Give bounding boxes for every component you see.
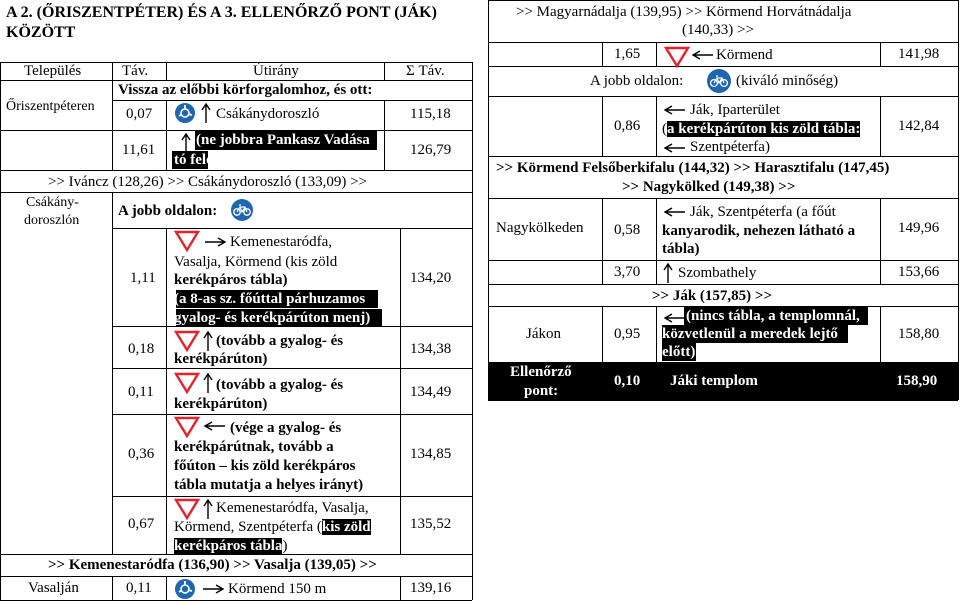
row10-dist: 0,67	[128, 516, 155, 532]
row10-sum: 135,52	[410, 516, 452, 532]
row8-line1: (tovább a gyalog- és	[216, 377, 344, 393]
arrow-right-icon	[204, 236, 226, 248]
arrow-left-icon	[692, 49, 714, 61]
header-distance: Táv.	[122, 63, 149, 79]
r6-line1: Ják, Szentpéterfa (a főút	[690, 204, 836, 220]
r6-dist: 0,58	[614, 222, 641, 238]
row6-note2: gyalog- és kerékpárúton menj)	[174, 310, 371, 326]
row7-line1: (tovább a gyalog- és	[216, 333, 344, 349]
arrow-up-icon	[662, 262, 674, 284]
r9-line1: (nincs tábla, a templomnál,	[686, 308, 860, 324]
place-csakanydoroszlo: Csákány-	[26, 195, 79, 210]
row6-dist: 1,11	[130, 270, 156, 286]
row7-dist: 0,18	[128, 341, 155, 357]
row1-instruction: Vissza az előbbi körforgalomhoz, és ott:	[118, 82, 373, 98]
r9-line2: közvetlenül a meredek lejtő	[662, 326, 838, 342]
r9-line3: előtt)	[662, 344, 696, 360]
route-segment-5: >> Ják (157,85) >>	[652, 288, 773, 304]
r2-direction: Körmend	[716, 47, 773, 63]
route-segment-3-cont: (140,33) >>	[682, 22, 754, 38]
row9-line1: (vége a gyalog- és	[230, 420, 342, 436]
r3-right-side: A jobb oldalon:	[590, 73, 684, 89]
row2-dist: 0,07	[126, 106, 153, 122]
roundabout-icon	[174, 578, 196, 600]
row3-dist: 11,61	[122, 142, 156, 158]
yield-sign-icon	[174, 330, 200, 352]
r6-line2: kanyarodik, nehezen látható a	[662, 223, 856, 239]
r4-line1: Ják, Iparterület	[690, 102, 780, 118]
r2-sum: 141,98	[898, 46, 940, 62]
arrow-left-icon	[664, 312, 686, 324]
route-segment-1: >> Iváncz (128,26) >> Csákánydoroszló (133,09) >>	[48, 174, 368, 190]
arrow-right-icon	[202, 583, 224, 595]
row3-sum: 126,79	[410, 142, 452, 158]
arrow-left-icon	[664, 142, 686, 154]
row9-line3: főúton – kis zöld kerékpáros	[174, 458, 356, 474]
row3-note-line1: (ne jobbra Pankasz Vadása	[196, 132, 370, 148]
place-vasalja: Vasalján	[28, 580, 79, 596]
yield-sign-icon	[174, 416, 200, 438]
row12-sum: 139,16	[410, 580, 452, 596]
row7-sum: 134,38	[410, 341, 452, 357]
row6-line3: kerékpáros tábla)	[174, 272, 288, 288]
yield-sign-icon	[174, 498, 200, 520]
arrow-up-icon	[202, 498, 214, 520]
route-segment-3: >> Magyarnádalja (139,95) >> Körmend Horvátnádalja	[516, 4, 852, 20]
r4-line2: (a kerékpárúton kis zöld tábla:	[662, 121, 861, 137]
row2-direction: Csákánydoroszló	[216, 106, 320, 122]
row8-dist: 0,11	[128, 384, 154, 400]
checkpoint-label: Ellenőrző	[510, 364, 572, 380]
route-segment-4-cont: >> Nagykölked (149,38) >>	[622, 179, 796, 195]
row7-line2: kerékpárúton)	[174, 351, 268, 367]
section-title-cont: KÖZÖTT	[6, 24, 76, 41]
route-segment-2: >> Kemenestaródfa (136,90) >> Vasalja (139,05) >>	[48, 557, 377, 573]
r10-dist: 0,10	[614, 373, 641, 389]
row5-right-side: A jobb oldalon:	[118, 203, 218, 219]
yield-sign-icon	[174, 372, 200, 394]
row10-line2: Körmend, Szentpéterfa (kis zöld	[174, 519, 371, 535]
row8-sum: 134,49	[410, 384, 452, 400]
arrow-left-icon	[204, 420, 226, 432]
header-direction: Útirány	[253, 63, 299, 79]
row9-line4: tábla mutatja a helyes irányt)	[174, 477, 364, 493]
yield-sign-icon	[174, 230, 200, 252]
r9-dist: 0,95	[614, 326, 641, 342]
bicycle-icon	[706, 68, 732, 94]
bicycle-icon	[230, 198, 254, 222]
r7-dist: 3,70	[614, 264, 641, 280]
r4-line3: Szentpéterfa)	[690, 139, 770, 155]
r4-dist: 0,86	[614, 118, 641, 134]
row6-line1: Kemenestaródfa,	[230, 234, 333, 250]
row2-sum: 115,18	[410, 106, 451, 122]
r4-sum: 142,84	[898, 118, 940, 134]
row8-line2: kerékpárúton)	[174, 396, 268, 412]
section-title: A 2. (ŐRISZENTPÉTER) ÉS A 3. ELLENŐRZŐ PONT (JÁK)	[6, 4, 437, 21]
route-segment-4: >> Körmend Felsőberkifalu (144,32) >> Harasztifalu (147,45)	[496, 160, 890, 176]
r10-destination: Jáki templom	[670, 373, 758, 389]
arrow-left-icon	[664, 104, 686, 116]
row9-line2: kerékpárútnak, tovább a	[174, 439, 334, 455]
checkpoint-label-cont: pont:	[524, 383, 559, 399]
row6-note1: (a 8-as sz. főúttal párhuzamos	[174, 291, 366, 307]
r7-sum: 153,66	[898, 264, 940, 280]
header-settlement: Település	[24, 63, 82, 79]
r3-quality: (kiváló minőség)	[736, 73, 839, 89]
place-oriszentpeter: Őriszentpéteren	[6, 99, 95, 114]
r9-sum: 158,80	[898, 326, 940, 342]
row9-sum: 134,85	[410, 446, 452, 462]
row10-line3: kerékpáros tábla)	[174, 538, 288, 554]
row9-dist: 0,36	[128, 446, 155, 462]
row10-line1: Kemenestaródfa, Vasalja,	[216, 500, 369, 516]
row12-direction: Körmend 150 m	[228, 581, 327, 597]
arrow-left-icon	[664, 206, 686, 218]
row12-dist: 0,11	[126, 580, 152, 596]
place-nagykolked: Nagykölkeden	[496, 220, 584, 236]
row6-sum: 134,20	[410, 270, 452, 286]
row6-line2: Vasalja, Körmend (kis zöld	[174, 254, 338, 270]
roundabout-icon	[174, 102, 196, 124]
arrow-up-icon	[200, 102, 212, 124]
arrow-up-icon	[202, 330, 214, 352]
r2-dist: 1,65	[614, 46, 641, 62]
r6-line3: tábla)	[662, 241, 700, 257]
row3-note-line2: tó felé)	[174, 152, 218, 168]
r10-sum: 158,90	[896, 373, 938, 389]
place-jak: Jákon	[526, 326, 561, 342]
header-sum-distance: Σ Táv.	[406, 63, 445, 79]
r6-sum: 149,96	[898, 220, 940, 236]
yield-sign-icon	[664, 46, 690, 68]
place-csakanydoroszlo-cont: doroszlón	[24, 213, 80, 228]
arrow-up-icon	[202, 372, 214, 394]
r7-direction: Szombathely	[678, 265, 757, 281]
